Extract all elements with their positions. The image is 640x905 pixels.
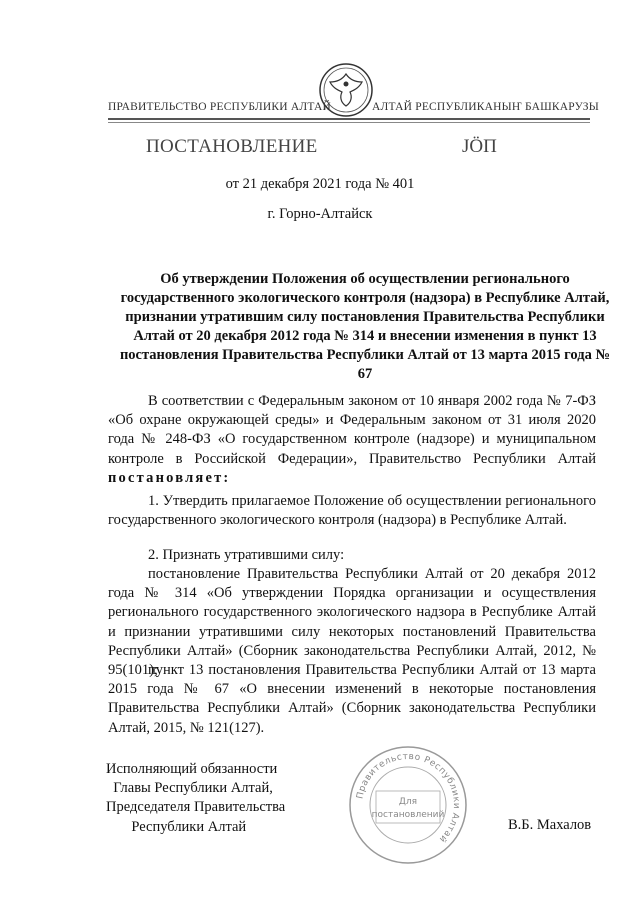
document-place: г. Горно-Алтайск	[267, 206, 373, 222]
header-government-name: ПРАВИТЕЛЬСТВО РЕСПУБЛИКИ АЛТАЙ	[108, 101, 332, 113]
signatory-name: В.Б. Махалов	[508, 817, 592, 833]
signatory-title-line: Председателя Правительства	[106, 799, 286, 816]
paragraph-2: 2. Признать утратившими силу:	[148, 547, 345, 563]
stamp-ring-text: Правительство Республики Алтай	[355, 751, 462, 845]
signatory-title-line: Республики Алтай	[106, 818, 247, 835]
document-title: Об утверждении Положения об осуществлении регионального государственного экологического контроля (надзора) в Республике Алтай, признании утратившим силу постановления Правительства Республики Алтай от 20 декабря 2012 года № 314 и внесении изменения в пункт 13 постановления Правительства Республики Алтай от 13 марта 2015 года № 67	[119, 271, 611, 382]
resolves-word: постановляет:	[108, 469, 231, 486]
signatory-title-line: Исполняющий обязанности	[106, 761, 278, 777]
paragraph-2-item-1: постановление Правительства Республики Алтай от 20 декабря 2012 года № 314 «Об утверждении Порядка организации и осуществления регионального государственного экологического надзора в Республике Алтай и признании утратившими силу некоторых постановлений Правительства Республики Алтай» (Сборник законодательства Республики Алтай, 2012, № 95(101);	[108, 566, 596, 679]
doc-type-altai: ЈӦП	[462, 136, 497, 157]
paragraph-1: 1. Утвердить прилагаемое Положение об осуществлении регионального государственного экологического контроля (надзора) в Республике Алтай.	[108, 493, 596, 529]
header-government-name-altai: АЛТАЙ РЕСПУБЛИКАНЫҤ БАШКАРУЗЫ	[372, 101, 599, 113]
official-stamp-icon	[346, 743, 470, 867]
preamble-text: В соответствии с Федеральным законом от 10 января 2002 года № 7-ФЗ «Об охране окружающей среды» и Федеральным законом от 31 июля 2020 года № 248-ФЗ «О государственном контроле (надзоре) и муниципальном контроле в Российской Федерации», Правительство Республики Алтай	[108, 393, 596, 467]
doc-type-russian: ПОСТАНОВЛЕНИЕ	[146, 136, 318, 157]
signatory-title-line: Главы Республики Алтай,	[106, 780, 273, 797]
signatory-title	[106, 760, 285, 837]
paragraph-2-item-2: пункт 13 постановления Правительства Республики Алтай от 13 марта 2015 года № 67 «О внесении изменений в некоторые постановления Правительства Республики Алтай» (Сборник законодательства Республики Алтай, 2015, № 121(127).	[108, 662, 596, 736]
stamp-center-line1: Для	[398, 797, 418, 807]
header-divider-thin	[108, 122, 590, 123]
stamp-center-line2: постановлений	[371, 810, 445, 820]
document-date: от 21 декабря 2021 года № 401	[225, 176, 415, 192]
header-divider	[108, 118, 590, 120]
preamble-paragraph	[108, 392, 596, 488]
